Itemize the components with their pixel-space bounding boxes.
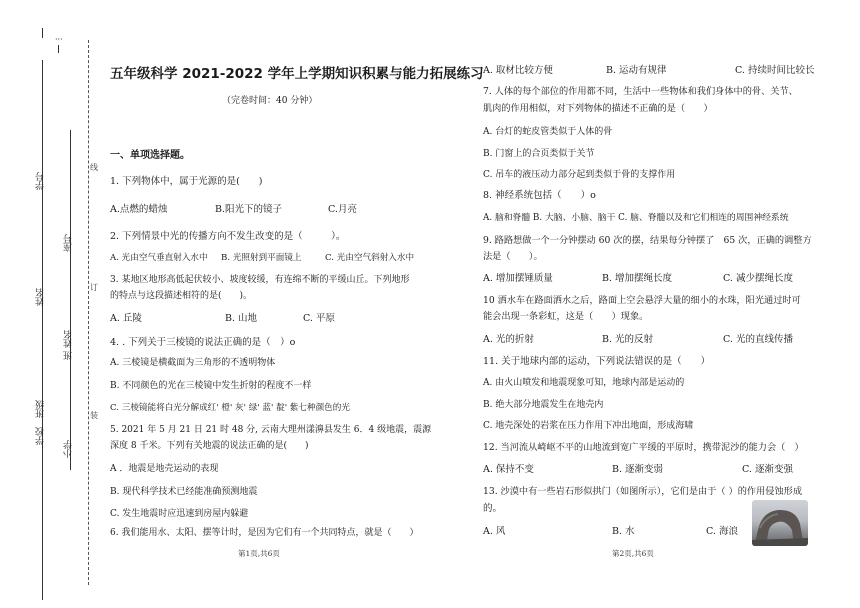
q10-option-a: A. 光的折射 (483, 334, 534, 345)
question-6: 6. 我们能用水、太阳、摆等计时，是因为它们有一个共同特点，就是（ ） (110, 528, 419, 538)
margin-tick (58, 45, 59, 53)
q1-option-a: A.点燃的蜡烛 (110, 204, 168, 215)
q11-option-a: A. 由火山喷发和地震现象可知，地球内部是运动的 (483, 378, 685, 388)
q6-option-c: C. 持续时间比较长 (735, 65, 815, 76)
margin-outer-line (42, 60, 43, 600)
school-class-label: 学校 班级 (36, 400, 46, 445)
rock-arch-photo (752, 500, 808, 546)
binding-dashed-line (88, 40, 89, 585)
q1-option-b: B.阳光下的镜子 (215, 204, 283, 215)
seat-no-label: 座号 (64, 234, 74, 252)
question-7-line-1: 7. 人体的每个部位的作用都不同，生活中一些物体和我们身体中的骨、关节、 (483, 86, 798, 97)
question-1: 1. 下列物体中，属于光源的是( ) (110, 176, 263, 187)
q10-option-b: B. 光的反射 (602, 334, 654, 345)
q6-option-a: A. 取材比较方便 (483, 65, 553, 76)
primary-school-label: 小学 (64, 440, 74, 458)
class-name-label: 班 姓名 (64, 330, 74, 360)
q8-options: A. 脑和脊髓 B. 大脑、小脑、脑干 C. 脑、脊髓以及和它们相连的周围神经系统 (483, 213, 789, 223)
q11-option-c: C. 地壳深处的岩浆在压力作用下冲出地面，形成海啸 (483, 421, 694, 431)
q7-option-b: B. 门窗上的合页类似于关节 (483, 149, 595, 159)
question-13-line-1: 13. 沙漠中有一些岩石形似拱门（如图所示），它们是由于（ ）的作用侵蚀形成 (483, 486, 803, 497)
question-10-line-1: 10 洒水车在路面洒水之后，路面上空会悬浮大量的细小的水珠，阳光通过时可 (483, 295, 801, 306)
q9-option-b: B. 增加摆绳长度 (602, 273, 673, 284)
q2-option-b: B. 光照射到平面镜上 (221, 253, 302, 263)
question-5-line-1: 5. 2021 年 5 月 21 日 21 时 48 分, 云南大理州漾濞县发生 6．4 级地震，震源 (110, 425, 432, 435)
question-9-line-2: 法是（ ）。 (483, 251, 543, 262)
q7-option-c: C. 吊车的液压动力部分起到类似于骨的支撑作用 (483, 170, 676, 180)
question-11: 11. 关于地球内部的运动，下列说法错误的是（ ） (483, 356, 711, 367)
margin-dots: ··· (55, 35, 63, 44)
q4-option-b: B. 不同颜色的光在三棱镜中发生折射的程度不一样 (110, 381, 312, 391)
q13-option-c: C. 海浪 (706, 526, 738, 537)
q4-option-a: A. 三棱镜是横截面为三角形的不透明物体 (110, 358, 276, 368)
section-heading: 一、单项选择题。 (110, 150, 190, 161)
question-10-line-2: 能会出现一条彩虹，这是（ ）现象。 (483, 311, 649, 322)
question-9-line-1: 9. 路路想做一个一分钟摆动 60 次的摆，结果每分钟摆了 65 次，正确的调整方 (483, 235, 812, 246)
margin-inner-line (70, 130, 71, 470)
q7-option-a: A. 台灯的蛇皮管类似于人体的骨 (483, 127, 613, 137)
q5-option-b: B. 现代科学技术已经能准确预测地震 (110, 487, 258, 497)
student-no-label: 学号 (36, 172, 46, 190)
q2-option-c: C. 光由空气斜射入水中 (325, 253, 415, 263)
q9-option-c: C. 减少摆绳长度 (723, 273, 793, 284)
question-5-line-2: 深度 8 千米。下列有关地震的说法正确的是( ) (110, 441, 309, 451)
q3-option-c: C. 平原 (303, 313, 335, 324)
question-3-line-2: 的特点与这段描述相符的是( )。 (110, 291, 253, 301)
q11-option-b: B. 绝大部分地震发生在地壳内 (483, 400, 604, 410)
q12-option-a: A. 保持不变 (483, 464, 534, 475)
q6-option-b: B. 运动有规律 (606, 65, 667, 76)
name-label: 姓名 (36, 288, 46, 306)
q4-option-c: C. 三棱镜能将白光分解成红' 橙' 灰' 绿' 蓝' 靛' 紫七种颜色的光 (110, 403, 350, 413)
q9-option-a: A. 增加摆锤质量 (483, 273, 553, 284)
q12-option-c: C. 逐渐变强 (742, 464, 793, 475)
q12-option-b: B. 逐渐变弱 (612, 464, 664, 475)
q5-option-a: A ．地震是地壳运动的表现 (110, 464, 219, 474)
page-footer-left: 第1页,共6页 (238, 549, 280, 558)
q3-option-a: A. 丘陵 (110, 313, 142, 324)
q1-option-c: C.月亮 (328, 204, 357, 215)
page-title: 五年级科学 2021-2022 学年上学期知识积累与能力拓展练习 (110, 66, 484, 82)
question-2: 2. 下列情景中光的传播方向不发生改变的是（ ）。 (110, 231, 346, 242)
question-13-line-2: 的。 (483, 503, 503, 514)
q13-option-a: A. 风 (483, 526, 506, 537)
question-8: 8. 神经系统包括（ ）o (483, 190, 596, 201)
question-12: 12. 当河流从崎岖不平的山地流到宽广平缓的平原时，携带泥沙的能力会（ ） (483, 442, 804, 453)
exam-time: （完卷时间：40 分钟） (222, 96, 318, 106)
question-4: 4. . 下列关于三棱镜的说法正确的是（ ）o (110, 337, 296, 348)
q13-option-b: B. 水 (612, 526, 635, 537)
question-7-line-2: 肌肉的作用相似，对下列物体的描述不正确的是（ ） (483, 103, 713, 114)
question-3-line-1: 3. 某地区地形高低起伏较小、坡度较缓，有连绵不断的平缓山丘。下列地形 (110, 275, 410, 285)
margin-top-rule (42, 28, 43, 38)
binding-char-order: 订 (90, 283, 98, 292)
q3-option-b: B. 山地 (225, 313, 258, 324)
binding-char-line: 线 (90, 163, 98, 172)
q10-option-c: C. 光的直线传播 (723, 334, 793, 345)
binding-char-install: 装 (90, 411, 98, 420)
q2-option-a: A. 光由空气垂直射入水中 (110, 253, 208, 263)
page-footer-right: 第2页,共6页 (612, 549, 654, 558)
q5-option-c: C. 发生地震时应迅速到房屋内躲避 (110, 509, 249, 519)
